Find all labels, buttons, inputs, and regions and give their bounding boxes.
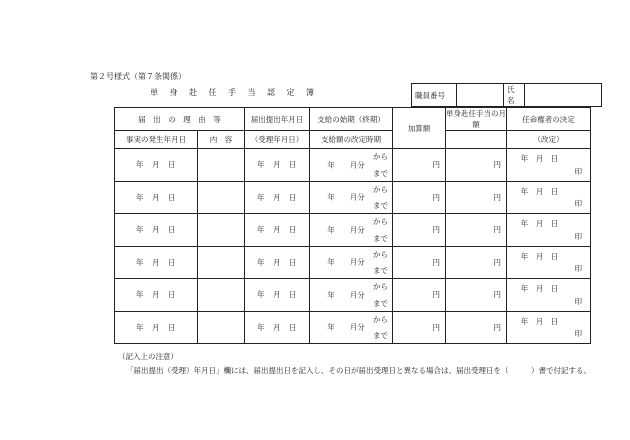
period-cell[interactable] — [310, 311, 393, 344]
monthly-amount-cell[interactable]: 円 — [446, 149, 507, 182]
period-from-label: から — [373, 217, 388, 226]
period-from-label: から — [373, 282, 388, 291]
content-cell[interactable] — [198, 214, 245, 247]
header-submission-date: 届出提出年月日 — [245, 108, 310, 131]
content-cell[interactable] — [198, 181, 245, 214]
addition-cell[interactable]: 円 — [393, 311, 446, 344]
occurrence-date-cell[interactable]: 年 月 日 — [115, 246, 198, 279]
submission-date-cell[interactable]: 年 月 日 — [245, 214, 310, 247]
period-to-label: まで — [373, 201, 388, 210]
period-cell[interactable] — [310, 214, 393, 247]
period-to-label: まで — [373, 331, 388, 340]
decision-cell[interactable] — [507, 311, 591, 344]
staff-number-label: 職員番号 — [412, 84, 457, 107]
monthly-amount-cell[interactable]: 円 — [446, 279, 507, 312]
addition-cell[interactable]: 円 — [393, 181, 446, 214]
staff-number-field[interactable] — [457, 84, 504, 107]
monthly-amount-cell[interactable]: 円 — [446, 214, 507, 247]
occurrence-date-cell[interactable]: 年 月 日 — [115, 214, 198, 247]
header-addition: 加算額 — [393, 108, 446, 149]
content-cell[interactable] — [198, 311, 245, 344]
monthly-amount-cell[interactable]: 円 — [446, 246, 507, 279]
decision-date-label: 年 月 日 — [520, 154, 559, 163]
decision-cell[interactable] — [507, 214, 591, 247]
decision-date-label: 年 月 日 — [520, 219, 559, 228]
period-cell[interactable] — [310, 279, 393, 312]
addition-cell[interactable]: 円 — [393, 279, 446, 312]
period-month-label: 年 月分 — [327, 290, 365, 300]
content-cell[interactable] — [198, 246, 245, 279]
table-row — [115, 279, 591, 312]
period-to-label: まで — [373, 298, 388, 308]
period-month-label: 年 月分 — [327, 160, 365, 170]
submission-date-cell[interactable]: 年 月 日 — [245, 149, 310, 182]
period-cell[interactable] — [310, 246, 393, 279]
decision-date-label: 年 月 日 — [520, 251, 559, 261]
header-monthly-amount-blank — [446, 131, 507, 149]
notes-text: 「届出提出（受理）年月日」欄には、届出提出日を記入し、その日が届出受理日と異なる場合は、届出受理日を（ ）書で付記する。 — [126, 366, 591, 375]
header-decision: 任命権者の決定 — [507, 108, 591, 131]
period-month-label: 年 月分 — [327, 257, 365, 267]
addition-cell[interactable]: 円 — [393, 214, 446, 247]
period-month-label: 年 月分 — [327, 322, 365, 332]
header-content: 内 容 — [198, 131, 245, 149]
period-to-label: まで — [373, 168, 388, 178]
period-month-label: 年 月分 — [327, 192, 365, 202]
header-revision: （改定） — [507, 131, 591, 149]
occurrence-date-cell[interactable]: 年 月 日 — [115, 311, 198, 344]
decision-cell[interactable] — [507, 246, 591, 279]
header-occurrence-date: 事実の発生年月日 — [115, 131, 198, 149]
header-revision-period: 支給額の改定時期 — [310, 131, 393, 149]
id-box — [411, 83, 602, 107]
submission-date-cell[interactable]: 年 月 日 — [245, 246, 310, 279]
table-row — [115, 214, 591, 247]
certification-table — [114, 107, 591, 344]
table-row — [115, 181, 591, 214]
period-from-label: から — [373, 152, 388, 161]
name-field[interactable] — [525, 84, 602, 107]
seal-label: 印 — [574, 296, 582, 306]
content-cell[interactable] — [198, 279, 245, 312]
monthly-amount-cell[interactable]: 円 — [446, 181, 507, 214]
name-label: 氏名 — [504, 84, 525, 107]
header-effective-period: 支給の始期（終期） — [310, 108, 393, 131]
table-row — [115, 311, 591, 344]
occurrence-date-cell[interactable]: 年 月 日 — [115, 181, 198, 214]
decision-cell[interactable] — [507, 149, 591, 182]
decision-cell[interactable] — [507, 279, 591, 312]
submission-date-cell[interactable]: 年 月 日 — [245, 279, 310, 312]
document-title: 単身赴任手当認定簿 — [150, 88, 326, 97]
decision-date-label: 年 月 日 — [520, 316, 559, 326]
seal-label: 印 — [574, 199, 582, 208]
occurrence-date-cell[interactable]: 年 月 日 — [115, 149, 198, 182]
period-to-label: まで — [373, 266, 388, 275]
decision-date-label: 年 月 日 — [520, 186, 559, 196]
content-cell[interactable] — [198, 149, 245, 182]
submission-date-cell[interactable]: 年 月 日 — [245, 311, 310, 344]
submission-date-cell[interactable]: 年 月 日 — [245, 181, 310, 214]
period-from-label: から — [373, 314, 388, 324]
period-cell[interactable] — [310, 149, 393, 182]
header-monthly-amount: 単身赴任手当の月額 — [446, 109, 506, 129]
header-received-date: （受理年月日） — [245, 131, 310, 149]
seal-label: 印 — [574, 264, 582, 273]
form-number-label: 第２号様式（第７条関係） — [90, 72, 186, 81]
period-month-label: 年 月分 — [327, 225, 365, 235]
decision-cell[interactable] — [507, 181, 591, 214]
notes-title: （記入上の注意） — [118, 352, 178, 361]
seal-label: 印 — [574, 329, 582, 338]
period-from-label: から — [373, 249, 388, 259]
decision-date-label: 年 月 日 — [520, 284, 559, 293]
addition-cell[interactable]: 円 — [393, 149, 446, 182]
period-cell[interactable] — [310, 181, 393, 214]
monthly-amount-cell[interactable]: 円 — [446, 311, 507, 344]
header-reason: 届 出 の 理 由 等 — [115, 108, 245, 131]
table-row — [115, 149, 591, 182]
table-row — [115, 246, 591, 279]
period-from-label: から — [373, 184, 388, 194]
seal-label: 印 — [574, 231, 582, 241]
seal-label: 印 — [574, 166, 582, 176]
addition-cell[interactable]: 円 — [393, 246, 446, 279]
occurrence-date-cell[interactable]: 年 月 日 — [115, 279, 198, 312]
period-to-label: まで — [373, 233, 388, 243]
